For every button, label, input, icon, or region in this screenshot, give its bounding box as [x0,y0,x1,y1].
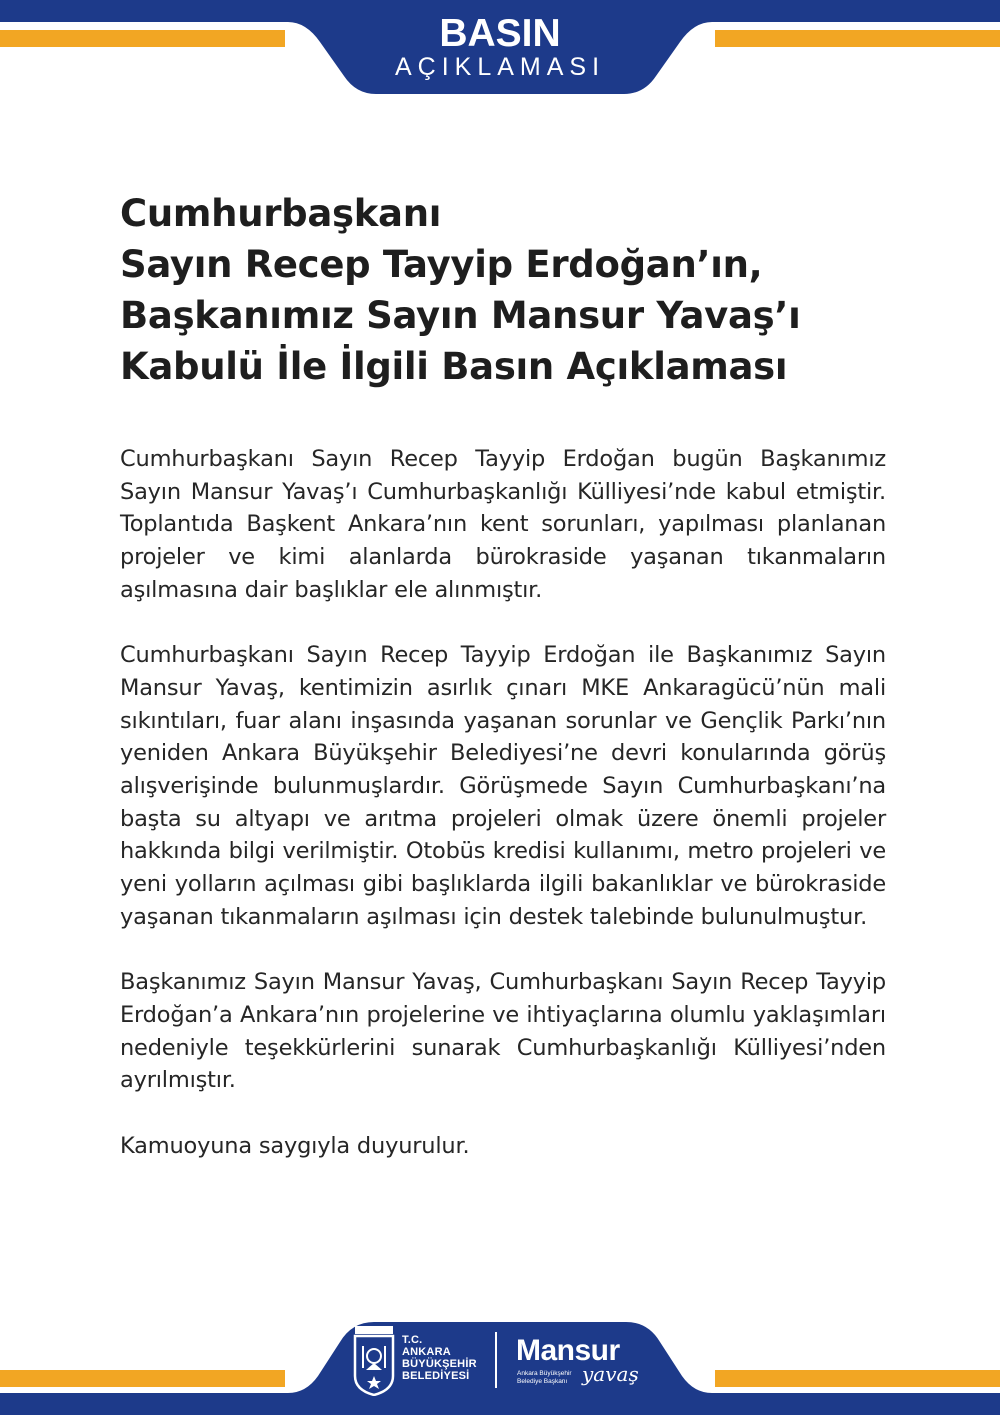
mayor-name-logo: Mansur [516,1334,620,1367]
body-paragraph: Cumhurbaşkanı Sayın Recep Tayyip Erdoğan ile Başkanımız Sayın Mansur Yavaş, kentimizin asırlık çınarı MKE Ankaragücü’nün mali sıkıntıları, fuar alanı inşasında yaşanan sorunlar ve Gençlik Parkı’nın yeniden Ankara Büyükşehir Belediyesi’ne devri konularında görüş alışverişinde bulunmuşlardır. Görüşmede Sayın Cumhurbaşkanı’na başta su altyapı ve arıtma projeleri olmak üzere önemli projeler hakkında bilgi verilmiştir. Otobüs kredisi kullanımı, metro projeleri ve yeni yolların açılması gibi başlıklarda ilgili bakanlıklar ve bürokraside yaşanan tıkanmaların aşılması için destek talebinde bulunulmuştur. [120,642,886,930]
press-release-header [0,0,1000,100]
body-paragraph: Cumhurbaşkanı Sayın Recep Tayyip Erdoğan bugün Başkanımız Sayın Mansur Yavaş’ı Cumhurbaşkanlığı Külliyesi’nde kabul etmiştir. Toplantıda Başkent Ankara’nın kent sorunları, yapılması planlanan projeler ve kimi alanlarda bürokraside yaşanan tıkanmaların aşılmasına dair başlıklar ele alınmıştır. [120,446,886,603]
ankara-emblem-icon [352,1326,396,1396]
mayor-signature: yavaş [582,1362,639,1386]
header-title: BASIN [439,12,561,55]
document-headline [120,188,880,392]
municipality-line: BELEDİYESİ [402,1370,470,1382]
headline-line: Sayın Recep Tayyip Erdoğan’ın, [120,243,763,286]
headline-line: Başkanımız Sayın Mansur Yavaş’ı [120,294,801,337]
footer-logos [350,1326,650,1400]
mayor-role-line: Belediye Başkanı [517,1378,568,1385]
headline-line: Kabulü İle İlgili Basın Açıklaması [120,345,788,388]
mayor-role-line: Ankara Büyükşehir [517,1370,572,1377]
municipality-line: ANKARA [402,1346,451,1358]
body-paragraph: Başkanımız Sayın Mansur Yavaş, Cumhurbaşkanı Sayın Recep Tayyip Erdoğan’a Ankara’nın projelerine ve ihtiyaçlarına olumlu yaklaşımları nedeniyle teşekkürlerini sunarak Cumhurbaşkanlığı Külliyesi’nden ayrılmıştır. [120,969,886,1094]
bottom-left-orange-stripe [0,1370,285,1387]
municipality-line: T.C. [402,1334,423,1346]
logo-divider [495,1332,497,1388]
document-body [120,443,886,1195]
municipality-line: BÜYÜKŞEHİR [402,1358,477,1370]
body-paragraph: Kamuoyuna saygıyla duyurulur. [120,1132,470,1159]
municipality-name [402,1334,477,1382]
bottom-right-orange-stripe [715,1370,1000,1387]
header-subtitle: AÇIKLAMASI [394,53,606,81]
headline-line: Cumhurbaşkanı [120,192,442,235]
mayor-role [517,1370,572,1386]
